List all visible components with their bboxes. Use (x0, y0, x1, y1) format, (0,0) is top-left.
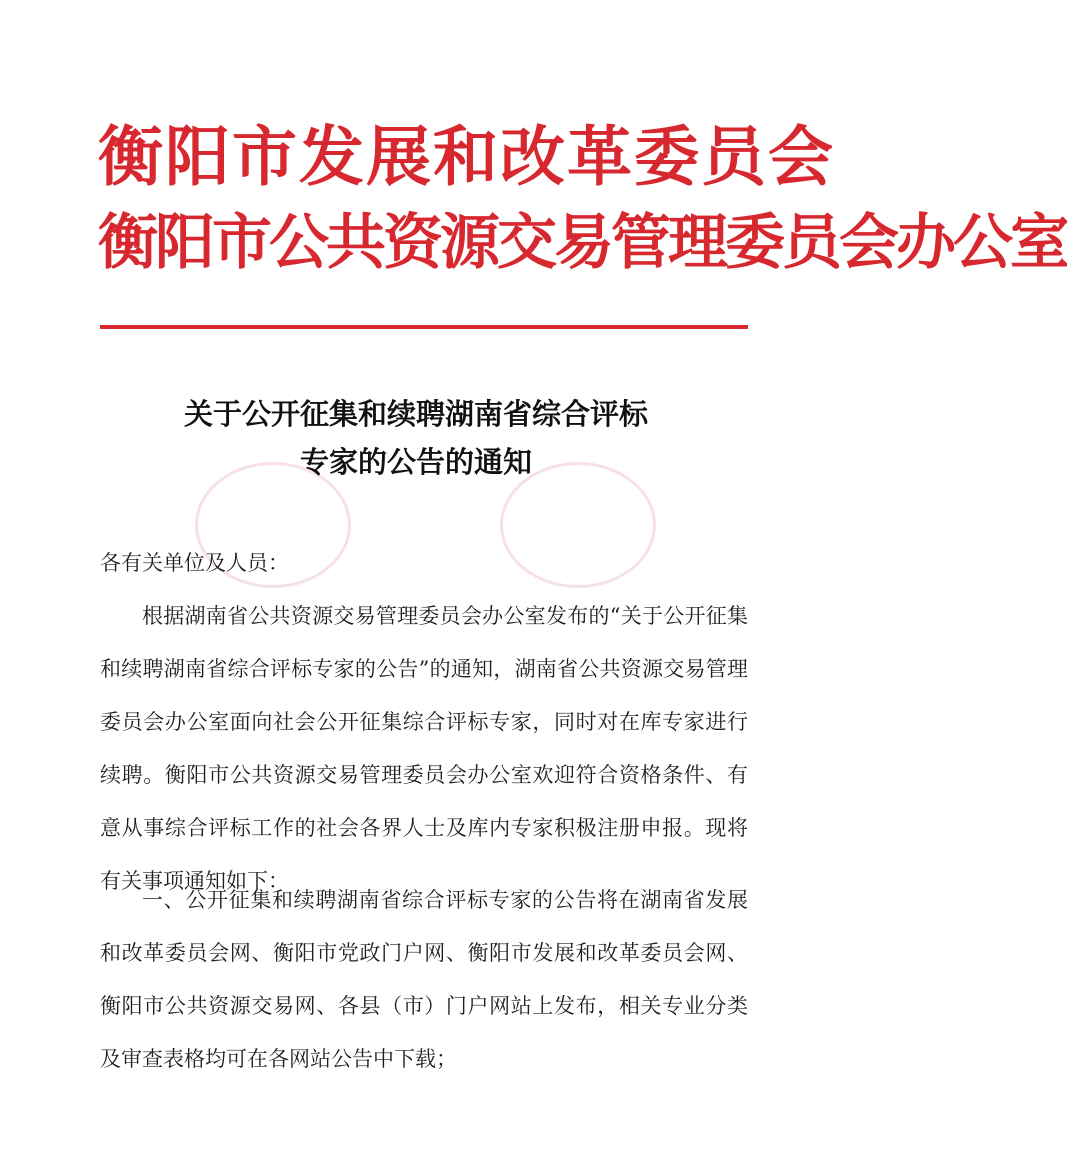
body-paragraph-2: 一、公开征集和续聘湖南省综合评标专家的公告将在湖南省发展和改革委员会网、衡阳市党政门户网、衡阳市发展和改革委员会网、衡阳市公共资源交易网、各县（市）门户网站上发布，相关专业分类及审查表格均可在各网站公告中下载； (100, 888, 748, 1071)
body-paragraph-1: 根据湖南省公共资源交易管理委员会办公室发布的“关于公开征集和续聘湖南省综合评标专家的公告”的通知，湖南省公共资源交易管理委员会办公室面向社会公开征集综合评标专家，同时对在库专家进行续聘。衡阳市公共资源交易管理委员会办公室欢迎符合资格条件、有意从事综合评标工作的社会各界人士及库内专家积极注册申报。现将有关事项通知如下： (100, 604, 748, 893)
letterhead-line-1: 衡阳市发展和改革委员会 (98, 119, 836, 195)
letterhead-line-2: 衡阳市公共资源交易管理委员会办公室 (98, 208, 1067, 278)
letterhead-red-rule (100, 325, 748, 329)
salutation: 各有关单位及人员： (100, 551, 289, 575)
document-title-line-2: 专家的公告的通知 (299, 445, 532, 479)
document-title-line-1: 关于公开征集和续聘湖南省综合评标 (183, 397, 648, 431)
